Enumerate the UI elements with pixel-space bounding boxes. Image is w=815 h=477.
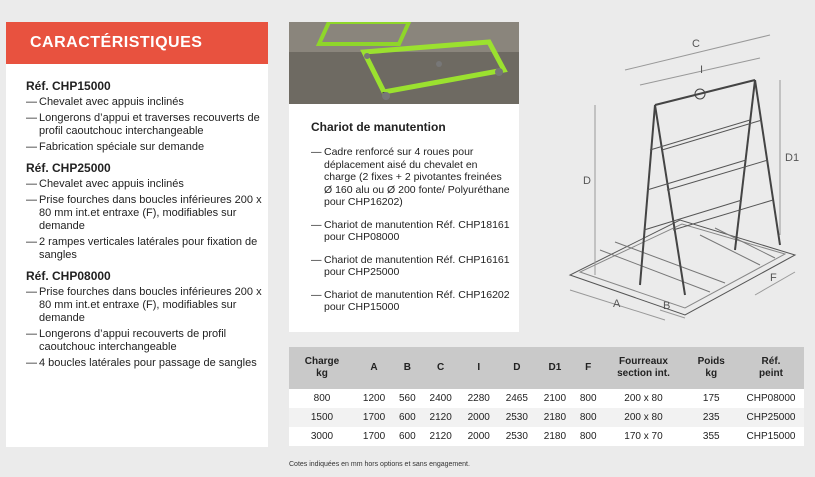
- cell-f: 800: [579, 431, 597, 442]
- characteristics-banner: CARACTÉRISTIQUES: [6, 22, 268, 64]
- cell-fourreaux: 170 x 70: [624, 431, 663, 442]
- cell-f: 800: [579, 412, 597, 423]
- cell-ref: CHP25000: [746, 412, 796, 423]
- col-c: C: [437, 362, 445, 373]
- cell-a: 1700: [362, 431, 386, 442]
- cell-i: 2280: [467, 393, 490, 404]
- chariot-item: — Cadre renforcé sur 4 roues pour déplacement aisé du chevalet en charge (2 fixes + 2 pivotantes freinées Ø 160 alu ou Ø 200 fonte/ Polyuréthane pour CHP16202): [311, 146, 511, 209]
- chariot-panel: [289, 104, 519, 332]
- cell-f: 800: [579, 393, 597, 404]
- chariot-item: — Chariot de manutention Réf. CHP16161 pour CHP25000: [311, 254, 511, 279]
- col-poids: Poids kg: [697, 356, 725, 379]
- cell-i: 2000: [467, 431, 490, 442]
- col-b: B: [403, 362, 411, 373]
- col-a: A: [370, 362, 378, 373]
- chariot-title: Chariot de manutention: [311, 120, 446, 134]
- cell-c: 2120: [429, 412, 452, 423]
- dim-label-c: C: [692, 38, 700, 50]
- chariot-item: — Chariot de manutention Réf. CHP18161 pour CHP08000: [311, 219, 511, 244]
- cell-d: 2530: [505, 412, 528, 423]
- dim-label-i: I: [700, 64, 704, 76]
- ref-heading: Réf. CHP25000: [26, 161, 111, 175]
- cell-d1: 2180: [543, 431, 567, 442]
- table-row: [289, 427, 804, 446]
- dim-label-a: A: [613, 298, 621, 310]
- spec-item: — Chevalet avec appuis inclinés: [26, 96, 262, 109]
- table-row: [289, 389, 804, 408]
- cell-a: 1200: [362, 393, 386, 404]
- characteristics-panel: [6, 22, 268, 447]
- cell-charge: 1500: [310, 412, 334, 423]
- cell-ref: CHP15000: [746, 431, 796, 442]
- cell-c: 2120: [429, 431, 452, 442]
- cell-b: 600: [399, 431, 416, 442]
- cell-d1: 2100: [543, 393, 567, 404]
- dim-label-d1: D1: [785, 152, 800, 164]
- specs-list: [26, 72, 262, 373]
- table-header-row: [289, 347, 804, 389]
- cell-b: 560: [399, 393, 416, 404]
- spec-item: — 4 boucles latérales pour passage de sangles: [26, 357, 262, 370]
- cell-i: 2000: [467, 412, 490, 423]
- trestle-diagram: [540, 10, 815, 335]
- spec-item: — Chevalet avec appuis inclinés: [26, 178, 262, 191]
- cell-d: 2465: [505, 393, 528, 404]
- col-charge: Charge kg: [304, 356, 340, 379]
- spec-item: — Longerons d’appui et traverses recouverts de profil caoutchouc interchangeable: [26, 112, 262, 138]
- cell-d1: 2180: [543, 412, 567, 423]
- ref-heading: Réf. CHP15000: [26, 79, 111, 93]
- dim-label-b: B: [663, 300, 671, 312]
- spec-item: — Longerons d’appui recouverts de profil caoutchouc interchangeable: [26, 328, 262, 354]
- col-d1: D1: [548, 362, 562, 373]
- cell-charge: 3000: [310, 431, 334, 442]
- col-ref: Réf. peint: [759, 356, 783, 379]
- col-d: D: [513, 362, 521, 373]
- cell-d: 2530: [505, 431, 528, 442]
- cell-fourreaux: 200 x 80: [624, 412, 663, 423]
- dim-label-f: F: [770, 272, 777, 284]
- cell-poids: 355: [702, 431, 720, 442]
- chariot-photo: [289, 22, 519, 104]
- cell-poids: 175: [702, 393, 720, 404]
- ref-heading: Réf. CHP08000: [26, 269, 111, 283]
- spec-item: — 2 rampes verticales latérales pour fixation de sangles: [26, 236, 262, 262]
- cell-poids: 235: [702, 412, 720, 423]
- col-f: F: [585, 362, 592, 373]
- chariot-item: — Chariot de manutention Réf. CHP16202 pour CHP15000: [311, 289, 511, 314]
- col-i: I: [477, 362, 481, 373]
- table-row: [289, 408, 804, 427]
- cell-b: 600: [399, 412, 416, 423]
- spec-item: — Fabrication spéciale sur demande: [26, 141, 262, 154]
- cell-charge: 800: [313, 393, 331, 404]
- dimensions-table: [289, 347, 804, 446]
- col-fourreaux: Fourreaux section int.: [617, 356, 670, 379]
- spec-item: — Prise fourches dans boucles inférieures 200 x 80 mm int.et entraxe (F), modifiables sur demande: [26, 194, 262, 233]
- spec-item: — Prise fourches dans boucles inférieures 200 x 80 mm int.et entraxe (F), modifiables sur demande: [26, 286, 262, 325]
- cell-c: 2400: [429, 393, 452, 404]
- cell-ref: CHP08000: [746, 393, 796, 404]
- dim-label-d: D: [583, 175, 591, 187]
- cell-fourreaux: 200 x 80: [624, 393, 663, 404]
- table-footnote: Cotes indiquées en mm hors options et sans engagement.: [289, 461, 470, 468]
- cell-a: 1700: [362, 412, 386, 423]
